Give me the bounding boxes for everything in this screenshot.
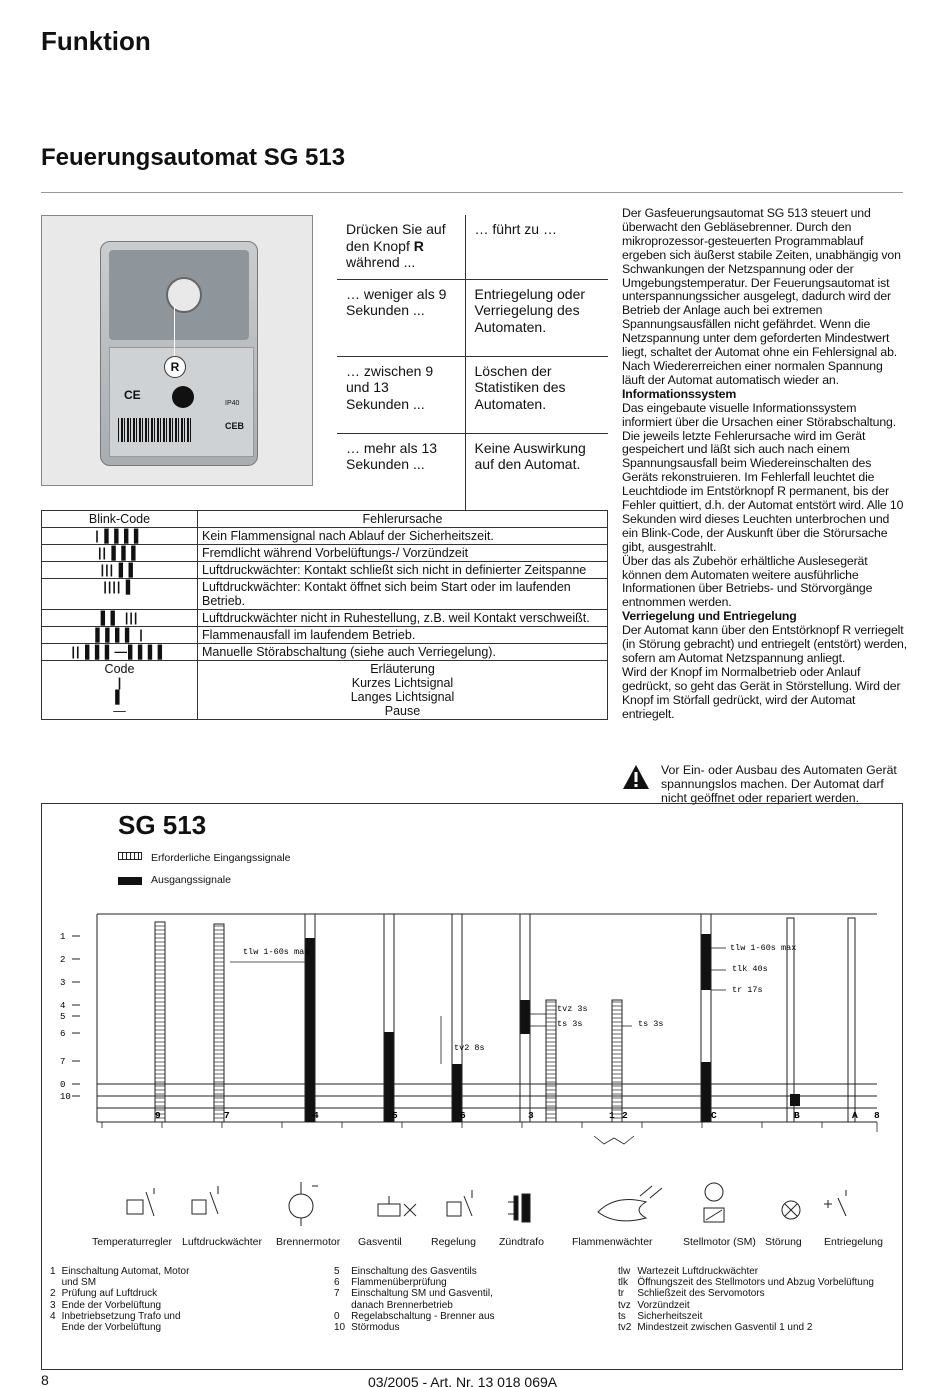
legend-code-col	[42, 661, 198, 720]
paragraph: Wird der Knopf im Normalbetrieb oder Anlauf gedrückt, so geht das Gerät in Störstellung. Wird der Knopf im Störfall gedrückt, wird der Automat entriegelt.	[622, 664, 901, 721]
blink-code: || ▌▌▌	[42, 545, 198, 562]
gas-valve-icon	[378, 1196, 416, 1216]
blink-code-table	[41, 510, 608, 720]
output-signal-label: Ausgangssignale	[151, 874, 231, 886]
time-label: ts 3s	[557, 1019, 583, 1029]
reset-cell: … zwischen 9 und 13 Sekunden ...	[337, 356, 465, 433]
row-label: 5	[60, 1012, 66, 1022]
r-callout: R	[164, 356, 186, 378]
legend-code: ▌	[115, 690, 124, 704]
reset-cell: Entriegelung oder Verriegelung des Automaten.	[465, 279, 608, 356]
timing-diagram-panel	[41, 803, 903, 1370]
subheading: Informationssystem	[622, 386, 737, 401]
page-title: Feuerungsautomat SG 513	[41, 144, 346, 171]
title-rule	[41, 192, 903, 193]
component-label: Störung	[765, 1236, 802, 1248]
step-label: C	[711, 1110, 717, 1121]
input-signal-label: Erforderliche Eingangssignale	[151, 852, 291, 864]
paragraph: Über das als Zubehör erhältliche Auslesegerät können dem Automaten weitere ausführliche Informationen über Betriebs- und Störvorgänge entnommen werden.	[622, 553, 873, 610]
notes-steps-1: 1 Einschaltung Automat, Motor und SM 2 Prüfung auf Luftdruck 3 Ende der Vorbelüftung 4 Inbetriebsetzung Trafo und Ende der Vorbelüftung	[50, 1266, 190, 1334]
fault-cause: Kein Flammensignal nach Ablauf der Sicherheitszeit.	[198, 528, 608, 545]
step-label: 8	[874, 1110, 880, 1121]
thermostat-icon	[127, 1188, 154, 1216]
device-housing	[100, 241, 258, 466]
output-signal-swatch	[118, 877, 142, 885]
subheading: Verriegelung und Entriegelung	[622, 609, 797, 624]
row-label: 7	[60, 1057, 66, 1067]
reset-button-icon	[824, 1190, 846, 1216]
time-label: tr 17s	[732, 985, 763, 995]
paragraph: Der Gasfeuerungsautomat SG 513 steuert und überwacht den Gebläsebrenner. Durch den mikroprozessor-gesteuerten Programmablauf ergeben sich äußerst stabile Zeiten, unabhängig von Schwankungen der Netzspannung oder der Umgebungstemperatur. Der Feuerungsautomat ist unterspannungssicher ausgelegt, dadurch wird der Betrieb der Anlage auch bei extremen Spannungsausfällen nicht gefährdet. Wenn die Netzspannung unter dem geforderten Mindestwert liegt, schaltet der Automat ohne ein Fehlersignal ab. Nach Wiedererreichen einer normalen Spannung läuft der Automat automatisch wieder an.	[622, 206, 901, 387]
barcode	[118, 418, 193, 442]
pressure-switch-icon	[192, 1186, 218, 1214]
section-heading: Funktion	[41, 26, 151, 56]
blink-code: | ▌▌▌▌	[42, 528, 198, 545]
device-photo	[41, 215, 313, 486]
reset-head-2: … führt zu …	[465, 215, 608, 279]
article-number: 03/2005 - Art. Nr. 13 018 069A	[368, 1374, 558, 1387]
time-label: tv2 8s	[454, 1043, 485, 1053]
row-label: 6	[60, 1029, 66, 1039]
warning-icon	[622, 764, 650, 790]
row-label: 2	[60, 955, 66, 965]
row-label: 3	[60, 978, 66, 988]
component-label: Stellmotor (SM)	[683, 1236, 756, 1248]
step-label: B	[794, 1110, 800, 1121]
step-label: 3	[528, 1110, 534, 1121]
component-label: Flammenwächter	[572, 1236, 653, 1248]
timing-chart	[42, 904, 902, 1174]
step-label: 7	[224, 1110, 230, 1121]
step-label: 5	[392, 1110, 398, 1121]
fault-cause: Fremdlicht während Vorbelüftungs-/ Vorzündzeit	[198, 545, 608, 562]
actuator-motor-icon	[704, 1183, 724, 1222]
fault-lamp-icon	[782, 1201, 800, 1219]
step-label: 1	[609, 1110, 615, 1121]
paragraph: Der Automat kann über den Entstörknopf R verriegelt (in Störung gebracht) und entriegelt (entstört) werden, sofern am Automat Netzspannung anliegt.	[622, 623, 907, 665]
control-icon	[447, 1190, 472, 1216]
fault-cause: Luftdruckwächter: Kontakt schließt sich nicht in definierter Zeitspanne	[198, 562, 608, 579]
row-labels	[60, 932, 71, 1102]
reset-head-1: Drücken Sie auf den Knopf R während ...	[337, 215, 465, 279]
warning-text: Vor Ein- oder Ausbau des Automaten Gerät spannungslos machen. Der Automat darf nicht geöffnet oder repariert werden.	[661, 763, 897, 805]
time-label: tlw 1-60s max	[730, 943, 797, 953]
ce-mark: CE	[124, 388, 141, 402]
time-label: ts 3s	[638, 1019, 664, 1029]
component-label: Regelung	[431, 1236, 476, 1248]
step-label: A	[852, 1110, 858, 1121]
step-label: 9	[155, 1110, 161, 1121]
blink-code: ▌▌ |||	[42, 610, 198, 627]
led-dot	[172, 386, 194, 408]
brand-mark: CEB	[225, 421, 245, 431]
fault-header: Fehlerursache	[198, 511, 608, 528]
component-label: Brennermotor	[276, 1236, 341, 1248]
legend-code-header: Code	[104, 662, 135, 676]
input-signal-swatch	[118, 852, 142, 860]
row-label: 0	[60, 1080, 66, 1090]
blink-header: Blink-Code	[42, 511, 198, 528]
legend-text: Langes Lichtsignal	[350, 690, 455, 704]
step-label: 4	[313, 1110, 319, 1121]
row-label: 10	[60, 1092, 71, 1102]
legend-code: |	[117, 676, 122, 690]
notes-steps-2: 5 Einschaltung des Gasventils 6 Flammenüberprüfung 7 Einschaltung SM und Gasventil, danach Brennerbetrieb 0 Regelabschaltung - Brenner aus 10 Störmodus	[334, 1266, 495, 1334]
legend-text: Kurzes Lichtsignal	[351, 676, 454, 690]
blink-code: |||| ▌	[42, 579, 198, 610]
row-label: 1	[60, 932, 66, 942]
reset-cell: Löschen der Statistiken des Automaten.	[465, 356, 608, 433]
fault-cause: Luftdruckwächter nicht in Ruhestellung, z.B. weil Kontakt verschweißt.	[198, 610, 608, 627]
time-label: tlk 40s	[732, 964, 768, 974]
component-label: Luftdruckwächter	[182, 1236, 262, 1248]
step-label: 2	[622, 1110, 628, 1121]
component-label: Temperaturregler	[92, 1236, 172, 1248]
burner-motor-icon	[289, 1182, 318, 1226]
page-number: 8	[41, 1372, 49, 1387]
legend-text-col	[198, 661, 608, 720]
fault-cause: Flammenausfall im laufendem Betrieb.	[198, 627, 608, 644]
legend-text: Pause	[384, 704, 421, 718]
blink-code: ||| ▌▌	[42, 562, 198, 579]
paragraph: Das eingebaute visuelle Informationssystem informiert über die Ursachen einer Störabschaltung. Die jeweils letzte Fehlerursache wird im Gerät gespeichert und läßt sich auch nach einem Spannungsausfall beim Wiedereinschalten des Geräts rekonstruieren. Im Fehlerfall leuchtet die Leuchtdiode im Entstörknopf R permanent, bis der Fehler quittiert, d.h. der Automat entstört wird. Alle 10 Sekunden wird dieses Leuchten unterbrochen und ein Blink-Code, der Auskunft über die Störursache gibt, ausgestrahlt.	[622, 400, 904, 554]
blink-code: ▌▌▌▌ |	[42, 627, 198, 644]
fault-cause: Luftdruckwächter: Kontakt öffnet sich beim Start oder im laufenden Betrieb.	[198, 579, 608, 610]
time-label: tvz 3s	[557, 1004, 588, 1014]
reset-cell: Keine Auswirkung auf den Automat.	[474, 439, 586, 472]
row-label: 4	[60, 1001, 66, 1011]
diagram-title: SG 513	[118, 810, 207, 840]
reset-cell: … weniger als 9 Sekunden ...	[337, 279, 465, 356]
reset-table	[337, 215, 608, 510]
component-label: Entriegelung	[824, 1236, 883, 1248]
reset-knob	[166, 277, 202, 313]
ignition-transformer-icon	[508, 1194, 530, 1222]
legend-text-header: Erläuterung	[370, 662, 435, 676]
fault-cause: Manuelle Störabschaltung (siehe auch Verriegelung).	[198, 644, 608, 661]
component-label: Gasventil	[358, 1236, 402, 1248]
reset-cell: … mehr als 13 Sekunden ...	[337, 433, 465, 510]
legend-code: —	[113, 704, 126, 718]
notes-times: tlw Wartezeit Luftdruckwächter tlk Öffnungszeit des Stellmotors und Abzug Vorbelüftung tr Schließzeit des Servomotors tvz Vorzündzeit ts Sicherheitszeit tv2 Mindestzeit zwischen Gasventil 1 und 2	[618, 1266, 874, 1334]
flame-detector-icon	[598, 1186, 662, 1221]
step-label: 6	[460, 1110, 466, 1121]
component-label: Zündtrafo	[499, 1236, 544, 1248]
blink-code: || ▌▌▌—▌▌▌▌	[42, 644, 198, 661]
component-symbols	[42, 1182, 902, 1236]
description-column	[622, 207, 908, 722]
time-label: tlw 1-60s max	[243, 947, 310, 957]
ip-rating: IP40	[225, 400, 240, 407]
